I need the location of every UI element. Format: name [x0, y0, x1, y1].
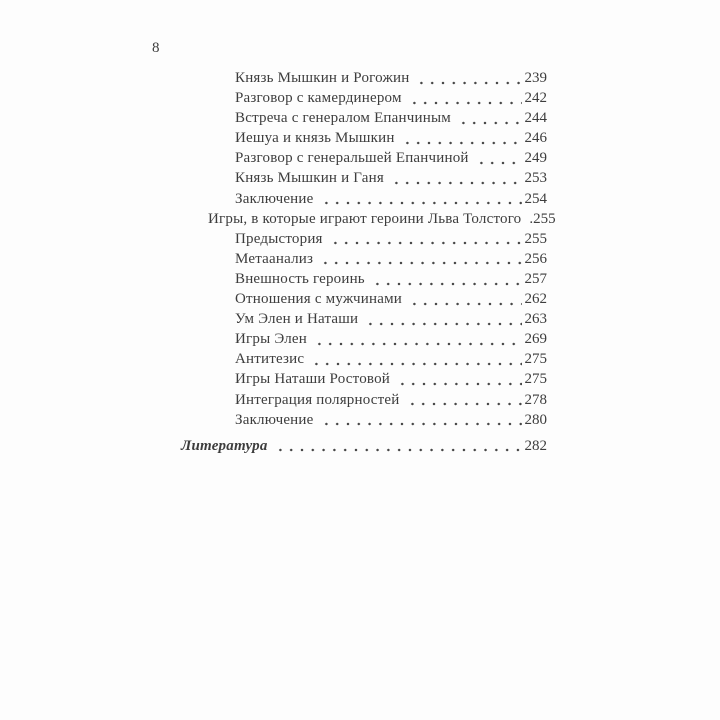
dot-leader [414, 68, 521, 88]
table-of-contents [181, 68, 556, 456]
toc-entry [181, 289, 547, 309]
toc-entry-label: Заключение [235, 411, 314, 428]
toc-entry-label: Встреча с генералом Епанчиным [235, 110, 451, 127]
toc-entry-label: Внешность героинь [235, 270, 365, 287]
toc-entry-label: Игры Элен [235, 331, 307, 348]
toc-entry-label: Предыстория [235, 230, 323, 247]
toc-entry-label: Князь Мышкин и Рогожин [235, 70, 410, 86]
toc-entry-label: Отношения с мужчинами [235, 291, 402, 308]
toc-entry-label: Литература [181, 437, 268, 454]
toc-entry [181, 88, 547, 108]
toc-entry-page: 262 [524, 291, 547, 308]
toc-entry [181, 309, 547, 329]
toc-entry-label: Иешуа и князь Мышкин [235, 130, 395, 147]
dot-leader [395, 369, 521, 389]
toc-entry-page: .255 [529, 210, 556, 227]
toc-entry [181, 249, 547, 269]
toc-entry-page: 254 [524, 190, 547, 207]
dot-leader [407, 289, 522, 309]
dot-leader [456, 108, 522, 128]
toc-entry-label: Антитезис [235, 351, 305, 368]
toc-entry-page: 239 [524, 70, 547, 86]
toc-entry-page: 249 [524, 150, 547, 167]
toc-entry-page: 282 [524, 437, 547, 454]
dot-leader [389, 168, 522, 188]
dot-leader [407, 88, 522, 108]
toc-entry-label: Игры Наташи Ростовой [235, 371, 391, 388]
toc-entry [181, 128, 547, 148]
toc-entry-label: Разговор с генеральшей Епанчиной [235, 150, 469, 167]
dot-leader [273, 436, 522, 456]
toc-entry [181, 168, 547, 188]
toc-entry [181, 349, 547, 369]
toc-entry [181, 209, 556, 229]
dot-leader [370, 269, 522, 289]
toc-entry [181, 269, 547, 289]
toc-entry [181, 148, 547, 168]
dot-leader [318, 249, 521, 269]
toc-entry-page: 257 [524, 270, 547, 287]
page-number: 8 [152, 40, 160, 56]
toc-entry-label: Ум Элен и Наташи [235, 311, 359, 328]
toc-entry-page: 244 [524, 110, 547, 127]
toc-entry-label: Князь Мышкин и Ганя [235, 170, 384, 187]
dot-leader [328, 229, 522, 249]
dot-leader [309, 349, 521, 369]
toc-entry [181, 390, 547, 410]
dot-leader [312, 329, 522, 349]
toc-entry [181, 329, 547, 349]
dot-leader [474, 148, 522, 168]
toc-entry-label: Разговор с камердинером [235, 90, 402, 107]
toc-entry-page: 246 [524, 130, 547, 147]
toc-entry [181, 108, 547, 128]
dot-leader [400, 128, 522, 148]
toc-entry [181, 410, 547, 430]
toc-entry-page: 280 [524, 411, 547, 428]
toc-entry [181, 436, 547, 456]
toc-entry-label: Заключение [235, 190, 314, 207]
toc-entry-label: Интеграция полярностей [235, 391, 400, 408]
toc-entry [181, 369, 547, 389]
dot-leader [405, 390, 522, 410]
toc-entry [181, 189, 547, 209]
dot-leader [363, 309, 521, 329]
toc-entry-page: 278 [524, 391, 547, 408]
toc-entry-label: Метаанализ [235, 250, 314, 267]
dot-leader [319, 189, 522, 209]
toc-entry-page: 269 [524, 331, 547, 348]
dot-leader [319, 410, 522, 430]
toc-entry [181, 229, 547, 249]
toc-entry-label: Игры, в которые играют героини Льва Толстого [208, 210, 522, 227]
toc-entry-page: 256 [524, 250, 547, 267]
toc-entry-page: 255 [524, 230, 547, 247]
toc-entry-page: 263 [524, 311, 547, 328]
toc-entry-page: 253 [524, 170, 547, 187]
toc-entry-page: 242 [524, 90, 547, 107]
toc-entry [181, 68, 547, 88]
toc-entry-page: 275 [524, 371, 547, 388]
toc-entry-page: 275 [524, 351, 547, 368]
